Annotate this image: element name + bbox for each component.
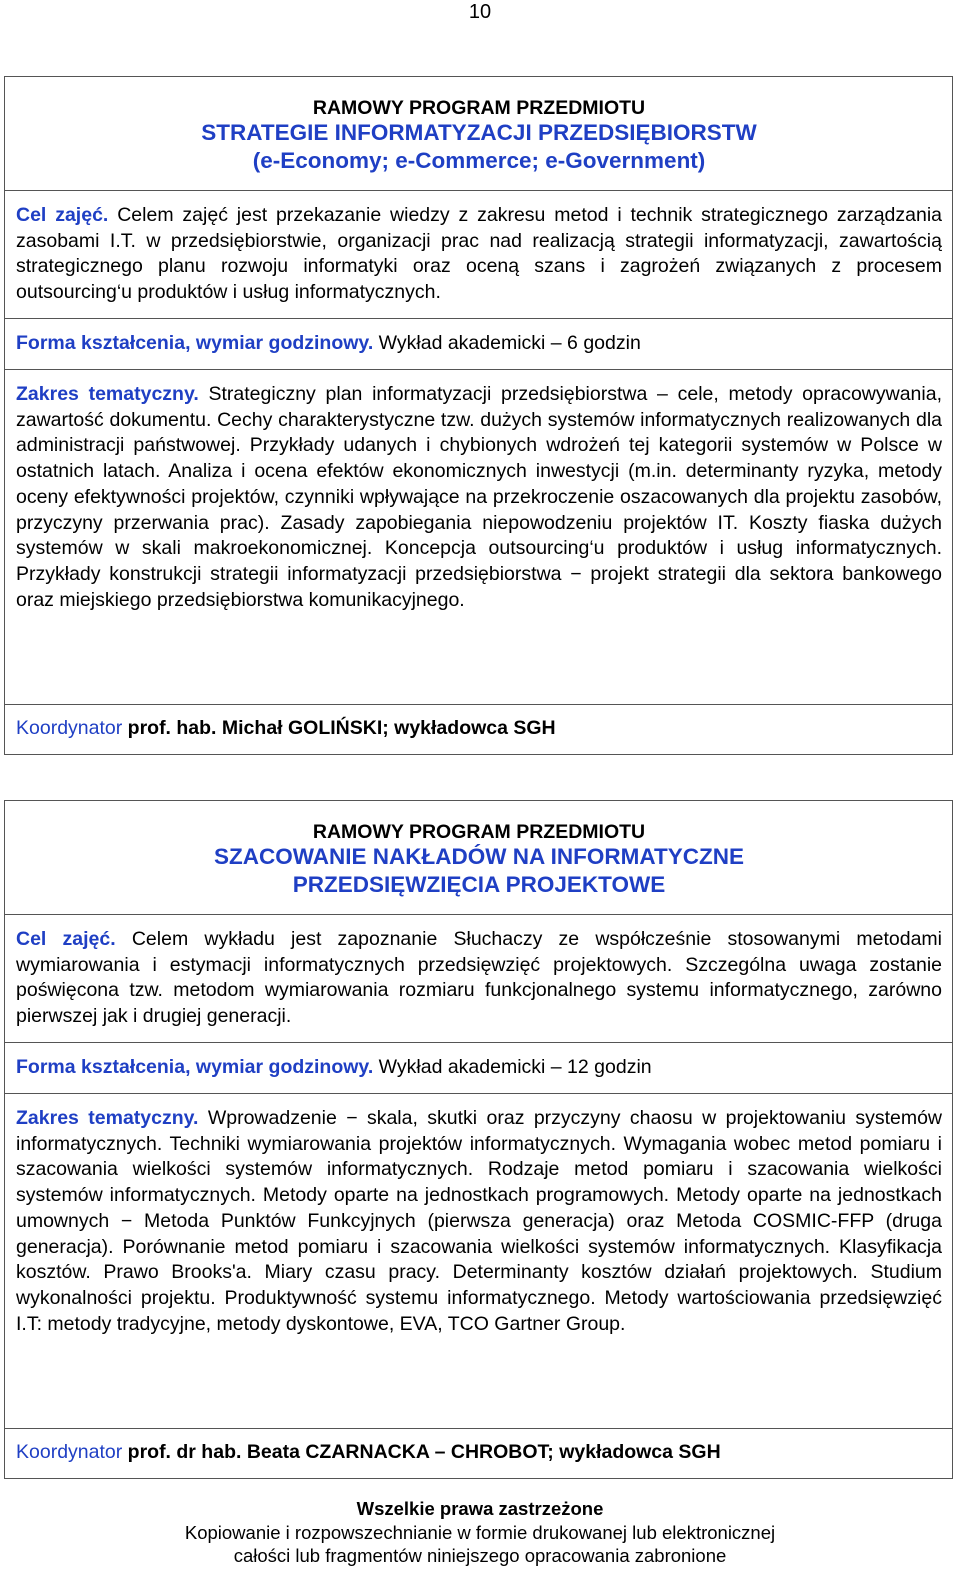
form-label: Forma kształcenia, wymiar godzinowy. [16,1056,374,1078]
course-form-section [5,1042,952,1093]
copyright-footer [0,1497,960,1568]
footer-copy-notice-2: całości lub fragmentów niniejszego opracowania zabronione [233,1545,727,1566]
course-coordinator [16,716,942,742]
course-box-2 [4,800,953,1479]
course-title-line-2: (e-Economy; e-Commerce; e-Government) [252,148,706,173]
course-goal [16,203,942,306]
course-scope [16,1106,942,1337]
course-title-line-2: PRZEDSIĘWZIĘCIA PROJEKTOWE [292,872,666,897]
goal-text: Celem zajęć jest przekazanie wiedzy z zakresu metod i technik strategicznego zarządzania zasobami I.T. w przedsiębiorstwie, organizacji prac nad realizacją strategii informatyzacji, zawartością strategicznego planu rozwoju informatyki oraz oceną szans i zagrożeń związanych z procesem outsourcing‘u produktów i usług informatycznych. [16,204,943,304]
goal-label: Cel zajęć. [16,928,116,950]
goal-label: Cel zajęć. [16,204,109,226]
course-header [5,77,952,190]
scope-text: Wprowadzenie − skala, skutki oraz przyczyny chaosu w projektowaniu systemów informatycznych. Techniki wymiarowania projektów informatycznych. Wymagania wobec metod pomiaru i szacowania wielkości systemów informatycznych. Rodzaje metod pomiaru i szacowania wielkości systemów informatycznych. Metody oparte na jednostkach programowych. Metody oparte na jednostkach umownych − Metoda Punktów Funkcyjnych (pierwsza generacja) oraz Metoda COSMIC-FFP (druga generacja). Porównanie metod pomiaru i szacowania wielkości systemów informatycznych. Klasyfikacja kosztów. Prawo Brooks'a. Miary czasu pracy. Determinanty kosztów działań projektowych. Studium wykonalności projektu. Produktywność systemu informatycznego. Metody wartościowania przedsięwzięć I.T: metody tradycyjne, metody dyskontowe, EVA, TCO Gartner Group. [16,1107,942,1335]
course-coordinator-section [5,1428,952,1477]
course-header-label: RAMOWY PROGRAM PRZEDMIOTU [312,821,646,843]
course-coordinator-section [5,704,952,753]
footer-copy-notice-1: Kopiowanie i rozpowszechnianie w formie drukowanej lub elektronicznej [184,1521,776,1543]
coordinator-label: Koordynator [16,717,123,739]
footer-rights: Wszelkie prawa zastrzeżone [356,1498,604,1519]
course-box-1 [4,76,953,755]
course-scope [16,382,942,613]
goal-text: Celem wykładu jest zapoznanie Słuchaczy ze współcześnie stosowanymi metodami wymiarowania i estymacji informatycznych przedsięwzięć projektowych. Szczególna uwaga zostanie poświęcona tzw. metodom wymiarowania rozmiaru funkcjonalnego systemu informatycznego, zarówno pierwszej jak i drugiej generacji. [16,928,942,1028]
course-goal-section [5,914,952,1042]
course-scope-section [5,1093,952,1428]
coordinator-text: prof. dr hab. Beata CZARNACKA – CHROBOT; wykładowca SGH [122,1441,721,1463]
course-form [16,1055,942,1081]
coordinator-label: Koordynator [16,1441,123,1463]
course-title-line-1: SZACOWANIE NAKŁADÓW NA INFORMATYCZNE [214,844,744,869]
form-text: Wykład akademicki – 6 godzin [373,332,641,354]
course-scope-section [5,369,952,704]
course-form-section [5,318,952,369]
course-coordinator [16,1440,942,1466]
form-text: Wykład akademicki – 12 godzin [373,1056,652,1078]
course-goal [16,927,942,1030]
course-title-line-1: STRATEGIE INFORMATYZACJI PRZEDSIĘBIORSTW [201,120,757,145]
scope-label: Zakres tematyczny. [16,383,199,405]
course-goal-section [5,190,952,318]
form-label: Forma kształcenia, wymiar godzinowy. [16,332,374,354]
course-header [5,801,952,914]
course-form [16,331,942,357]
scope-text: Strategiczny plan informatyzacji przedsiębiorstwa – cele, metody opracowywania, zawartość dokumentu. Cechy charakterystyczne tzw. dużych systemów informatycznych realizowanych dla administracji państwowej. Przykłady udanych i chybionych wdrożeń tej kategorii systemów w Polsce w ostatnich latach. Analiza i ocena efektów ekonomicznych inwestycji (m.in. determinanty ryzyka, metody oceny efektywności projektów, czynniki wpływające na przekroczenie oszacowanych dla projektu zasobów, przyczyny przerwania prac). Zasady zapobiegania niepowodzeniu projektów IT. Koszty fiaska dużych systemów w skali makroekonomicznej. Koncepcja outsourcing‘u produktów i usług informatycznych. Przykłady konstrukcji strategii informatyzacji przedsiębiorstwa − projekt strategii dla sektora bankowego oraz miejskiego przedsiębiorstwa komunikacyjnego. [16,383,942,611]
coordinator-text: prof. hab. Michał GOLIŃSKI; wykładowca SGH [122,717,556,739]
course-header-label: RAMOWY PROGRAM PRZEDMIOTU [312,97,646,119]
page-number: 10 [468,1,492,23]
scope-label: Zakres tematyczny. [16,1107,199,1129]
